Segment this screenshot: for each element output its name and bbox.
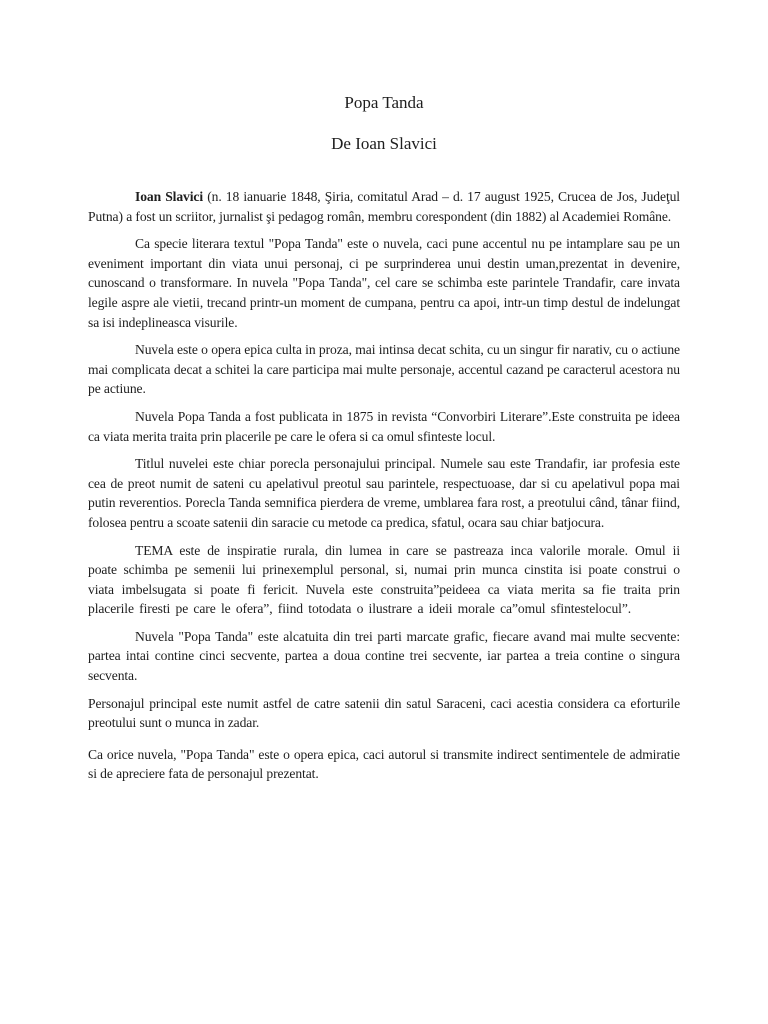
- paragraph-main-character: Personajul principal este numit astfel de catre satenii din satul Saraceni, caci acestia considera ca eforturile preotului sunt o munca in zadar.: [88, 695, 680, 731]
- paragraph-epic-work: Nuvela este o opera epica culta in proza, mai intinsa decat schita, cu un singur fir narativ, cu o actiune mai complicata decat a schitei la care participa mai multe personaje, accentul cazand pe caracterul acestora nu pe actiune.: [88, 342, 680, 397]
- document-title: Popa Tanda: [344, 93, 424, 112]
- paragraph-title-meaning: Titlul nuvelei este chiar porecla personajului principal. Numele sau este Trandafir, iar profesia este cea de preot numit de sateni cu apelativul preotul sau parintele, respectuoase, dar si cu apelativul popa mai putin reverentios. Porecla Tanda semnifica pierdera de vreme, umblarea fara rost, a preotului când, tânar fiind, folosea pentru a scoate satenii din saracie cu metode ca predica, sfatul, ocara sau chiar batjocura.: [88, 456, 680, 530]
- paragraph-publication: Nuvela Popa Tanda a fost publicata in 1875 in revista “Convorbiri Literare”.Este construita pe ideea ca viata merita traita prin placerile pe care le ofera si ca omul sfinteste locul.: [88, 408, 680, 444]
- paragraph-theme: TEMA este de inspiratie rurala, din lumea in care se pastreaza inca valorile morale. Omul ii poate schimba pe semenii lui prinexemplul personal, si, numai prin munca cinstita isi poate construi o viata imbelsugata si poate fi fericit. Nuvela este construita”peideea ca viata merita sa fie traita prin placerile firesti pe care le ofera”, fiind totodata o ilustrare a ideii morale ca”omul sfintestelocul”.: [88, 542, 680, 617]
- paragraph-species: Ca specie literara textul "Popa Tanda" este o nuvela, caci pune accentul nu pe intamplare sau pe un eveniment important din viata unui personaj, ci pe surprinderea unui destin uman,prezentat in devenire, cunoscand o transformare. In nuvela "Popa Tanda", cel care se schimba este parintele Trandafir, care invata legile aspre ale vietii, trecand printr-un moment de cumpana, pentru ca apoi, intr-un timp destul de indelungat sa isi indeplineasca visurile.: [88, 236, 680, 330]
- intro-text: (n. 18 ianuarie 1848, Şiria, comitatul Arad – d. 17 august 1925, Crucea de Jos, Judeţul Putna) a fost un scriitor, jurnalist şi pedagog român, membru corespondent (din 1882) al Academiei Române.: [88, 189, 680, 224]
- paragraph-intro: [88, 187, 680, 226]
- paragraph-narrator: Ca orice nuvela, "Popa Tanda" este o opera epica, caci autorul si transmite indirect sentimentele de admiratie si de apreciere fata de personajul prezentat.: [88, 746, 680, 782]
- document-subtitle: De Ioan Slavici: [331, 134, 437, 153]
- author-name: Ioan Slavici: [135, 189, 204, 204]
- document-body: [88, 187, 680, 784]
- paragraph-structure: Nuvela "Popa Tanda" este alcatuita din trei parti marcate grafic, fiecare avand mai multe secvente: partea intai contine cinci secvente, partea a doua contine trei secvente, iar partea a treia contine o singura secventa.: [88, 628, 680, 684]
